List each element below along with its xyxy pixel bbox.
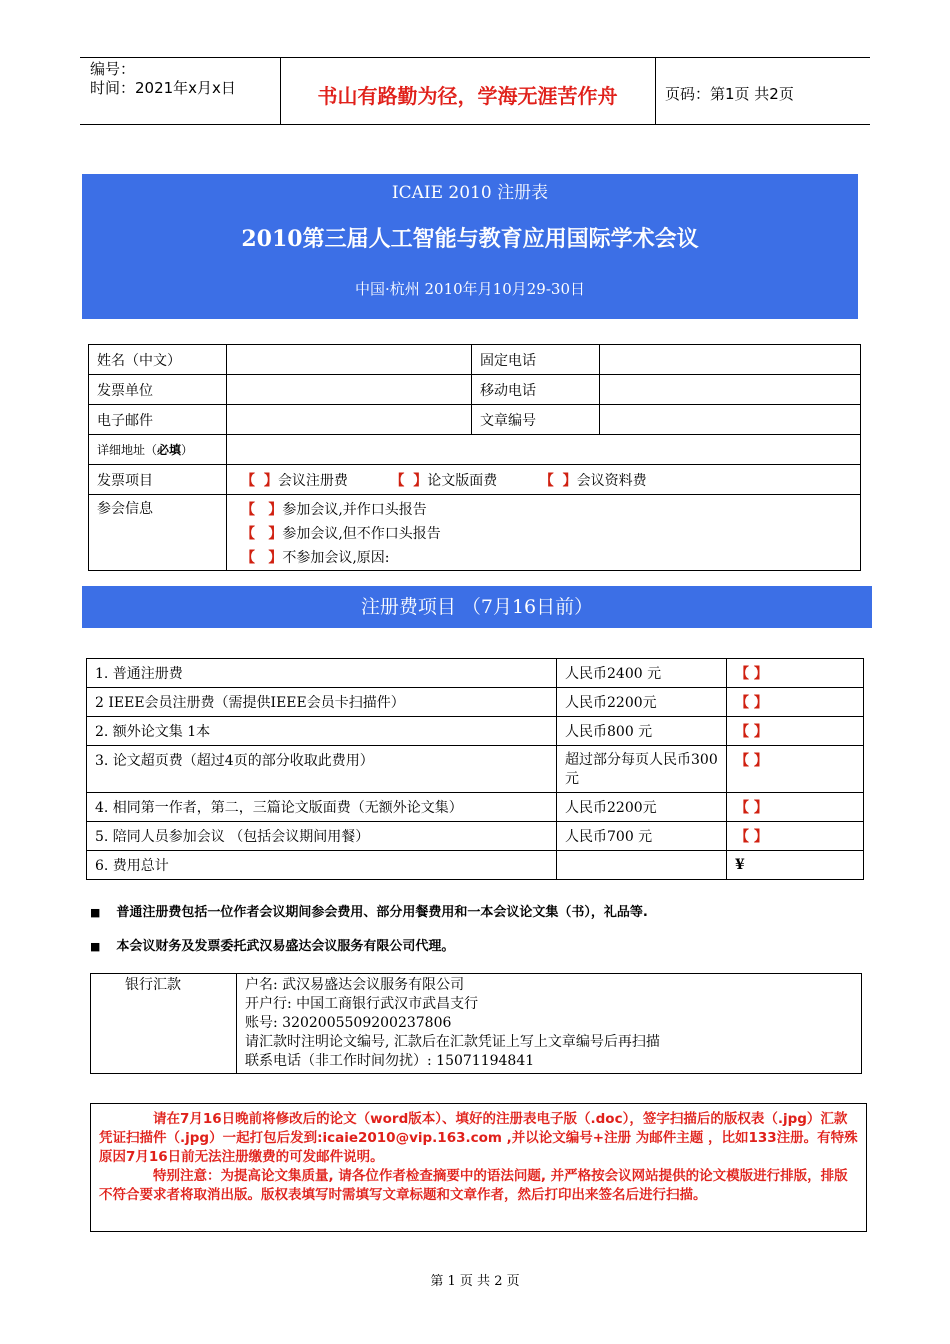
table-row bbox=[89, 465, 861, 495]
table-row bbox=[89, 375, 861, 405]
fee-banner: 注册费项目 （7月16日前） bbox=[82, 586, 872, 628]
banner-location-date: 中国·杭州 2010年月10月29-30日 bbox=[354, 280, 586, 298]
table-row bbox=[87, 793, 864, 822]
banner-title: 2010第三届人工智能与教育应用国际学术会议 bbox=[241, 226, 699, 252]
bank-account-name: 户名: 武汉易盛达会议服务有限公司 bbox=[245, 977, 465, 993]
bank-label: 银行汇款 bbox=[91, 974, 237, 1074]
name-field[interactable] bbox=[227, 345, 472, 375]
fee-total-price bbox=[557, 851, 727, 880]
fee-total-value[interactable]: ¥ bbox=[727, 851, 864, 880]
checkbox-page-fee[interactable]: 【 】论文版面费 bbox=[390, 472, 498, 489]
bank-branch: 开户行: 中国工商银行武汉市武昌支行 bbox=[245, 996, 479, 1012]
invoice-unit-label: 发票单位 bbox=[89, 375, 227, 405]
table-row bbox=[89, 435, 861, 465]
checkbox-registration-fee[interactable]: 【 】会议注册费 bbox=[241, 472, 348, 489]
bank-account-number: 账号: 3202005509200237806 bbox=[245, 1015, 452, 1031]
fee-price: 人民币2200元 bbox=[557, 793, 727, 822]
table-row bbox=[91, 974, 862, 1074]
table-row bbox=[89, 495, 861, 571]
fee-price: 人民币800 元 bbox=[557, 717, 727, 746]
bank-details bbox=[237, 974, 862, 1074]
notice-paragraph-special: 特别注意：为提高论文集质量, 请各位作者检查摘要中的语法问题, 并严格按会议网站提供的论文模版进行排版，排版不符合要求者将取消出版。版权表填写时需填写文章标题和文章作者，然后打印出来签名后进行扫描。 bbox=[99, 1168, 848, 1203]
bank-transfer-table bbox=[90, 973, 862, 1074]
name-label: 姓名（中文） bbox=[89, 345, 227, 375]
bank-contact: 联系电话（非工作时间勿扰）: 15071194841 bbox=[245, 1053, 535, 1069]
fee-price: 人民币2200元 bbox=[557, 688, 727, 717]
phone-field[interactable] bbox=[600, 345, 861, 375]
table-row bbox=[87, 659, 864, 688]
document-header bbox=[80, 57, 870, 125]
email-field[interactable] bbox=[227, 405, 472, 435]
fee-checkbox[interactable]: 【 】 bbox=[727, 717, 864, 746]
header-motto: 书山有路勤为径，学海无涯苦作舟 bbox=[317, 84, 618, 108]
address-label: 详细地址（必填） bbox=[89, 435, 227, 465]
attend-info-label: 参会信息 bbox=[89, 495, 227, 571]
checkbox-material-fee[interactable]: 【 】会议资料费 bbox=[539, 472, 647, 489]
header-meta bbox=[90, 60, 280, 98]
paper-no-label: 文章编号 bbox=[472, 405, 600, 435]
fee-item: 5. 陪同人员参加会议 （包括会议期间用餐） bbox=[87, 822, 557, 851]
fee-item: 3. 论文超页费（超过4页的部分收取此费用） bbox=[87, 746, 557, 793]
fee-checkbox[interactable]: 【 】 bbox=[727, 659, 864, 688]
checkbox-not-attend[interactable]: 【 】不参加会议,原因: bbox=[241, 550, 390, 566]
fee-price: 人民币700 元 bbox=[557, 822, 727, 851]
bullet-square-icon: ■ bbox=[90, 940, 101, 953]
paper-no-field[interactable] bbox=[600, 405, 861, 435]
fee-table bbox=[86, 658, 864, 880]
table-row bbox=[89, 345, 861, 375]
notice-paragraph-submit: 请在7月16日晚前将修改后的论文（word版本）、填好的注册表电子版（.doc），签字扫描后的版权表（.jpg）汇款凭证扫描件（.jpg）一起打包后发到:icaie2010@vip.163.com ,并以论文编号+注册 为邮件主题 ，比如133注册。有特殊原因7月16日前无法注册缴费的可发邮件说明。 bbox=[99, 1111, 858, 1165]
fee-item: 2. 额外论文集 1本 bbox=[87, 717, 557, 746]
fee-item: 2 IEEE会员注册费（需提供IEEE会员卡扫描件） bbox=[87, 688, 557, 717]
address-field[interactable] bbox=[227, 435, 861, 465]
header-page-label: 页码：第1页 共2页 bbox=[665, 85, 794, 103]
table-row bbox=[87, 746, 864, 793]
page-footer: 第 1 页 共 2 页 bbox=[430, 1274, 520, 1289]
attend-options bbox=[227, 495, 861, 571]
time-label: 时间：2021年x月x日 bbox=[90, 79, 236, 97]
table-row bbox=[87, 688, 864, 717]
title-banner bbox=[82, 174, 858, 319]
fee-price: 超过部分每页人民币300元 bbox=[557, 746, 727, 793]
mobile-field[interactable] bbox=[600, 375, 861, 405]
registration-info-table bbox=[88, 344, 861, 571]
fee-item: 1. 普通注册费 bbox=[87, 659, 557, 688]
phone-label: 固定电话 bbox=[472, 345, 600, 375]
email-label: 电子邮件 bbox=[89, 405, 227, 435]
fee-checkbox[interactable]: 【 】 bbox=[727, 822, 864, 851]
bullet-square-icon: ■ bbox=[90, 906, 101, 919]
checkbox-attend-oral[interactable]: 【 】参加会议,并作口头报告 bbox=[241, 502, 427, 518]
submission-notice bbox=[90, 1103, 867, 1232]
invoice-unit-field[interactable] bbox=[227, 375, 472, 405]
table-row bbox=[87, 851, 864, 880]
fee-checkbox[interactable]: 【 】 bbox=[727, 688, 864, 717]
invoice-item-label: 发票项目 bbox=[89, 465, 227, 495]
checkbox-attend-no-oral[interactable]: 【 】参加会议,但不作口头报告 bbox=[241, 526, 441, 542]
table-row bbox=[87, 822, 864, 851]
fee-checkbox[interactable]: 【 】 bbox=[727, 793, 864, 822]
invoice-item-options bbox=[227, 465, 861, 495]
note-finance: ■ 本会议财务及发票委托武汉易盛达会议服务有限公司代理。 bbox=[90, 939, 455, 954]
number-label: 编号： bbox=[90, 60, 136, 78]
fee-price: 人民币2400 元 bbox=[557, 659, 727, 688]
bank-note: 请汇款时注明论文编号, 汇款后在汇款凭证上写上文章编号后再扫描 bbox=[245, 1034, 660, 1050]
mobile-label: 移动电话 bbox=[472, 375, 600, 405]
fee-checkbox[interactable]: 【 】 bbox=[727, 746, 864, 793]
table-row bbox=[89, 405, 861, 435]
fee-total-label: 6. 费用总计 bbox=[87, 851, 557, 880]
banner-subtitle: ICAIE 2010 注册表 bbox=[391, 183, 549, 203]
note-registration: ■ 普通注册费包括一位作者会议期间参会费用、部分用餐费用和一本会议论文集（书），礼品等. bbox=[90, 905, 648, 920]
table-row bbox=[87, 717, 864, 746]
fee-item: 4. 相同第一作者，第二，三篇论文版面费（无额外论文集） bbox=[87, 793, 557, 822]
